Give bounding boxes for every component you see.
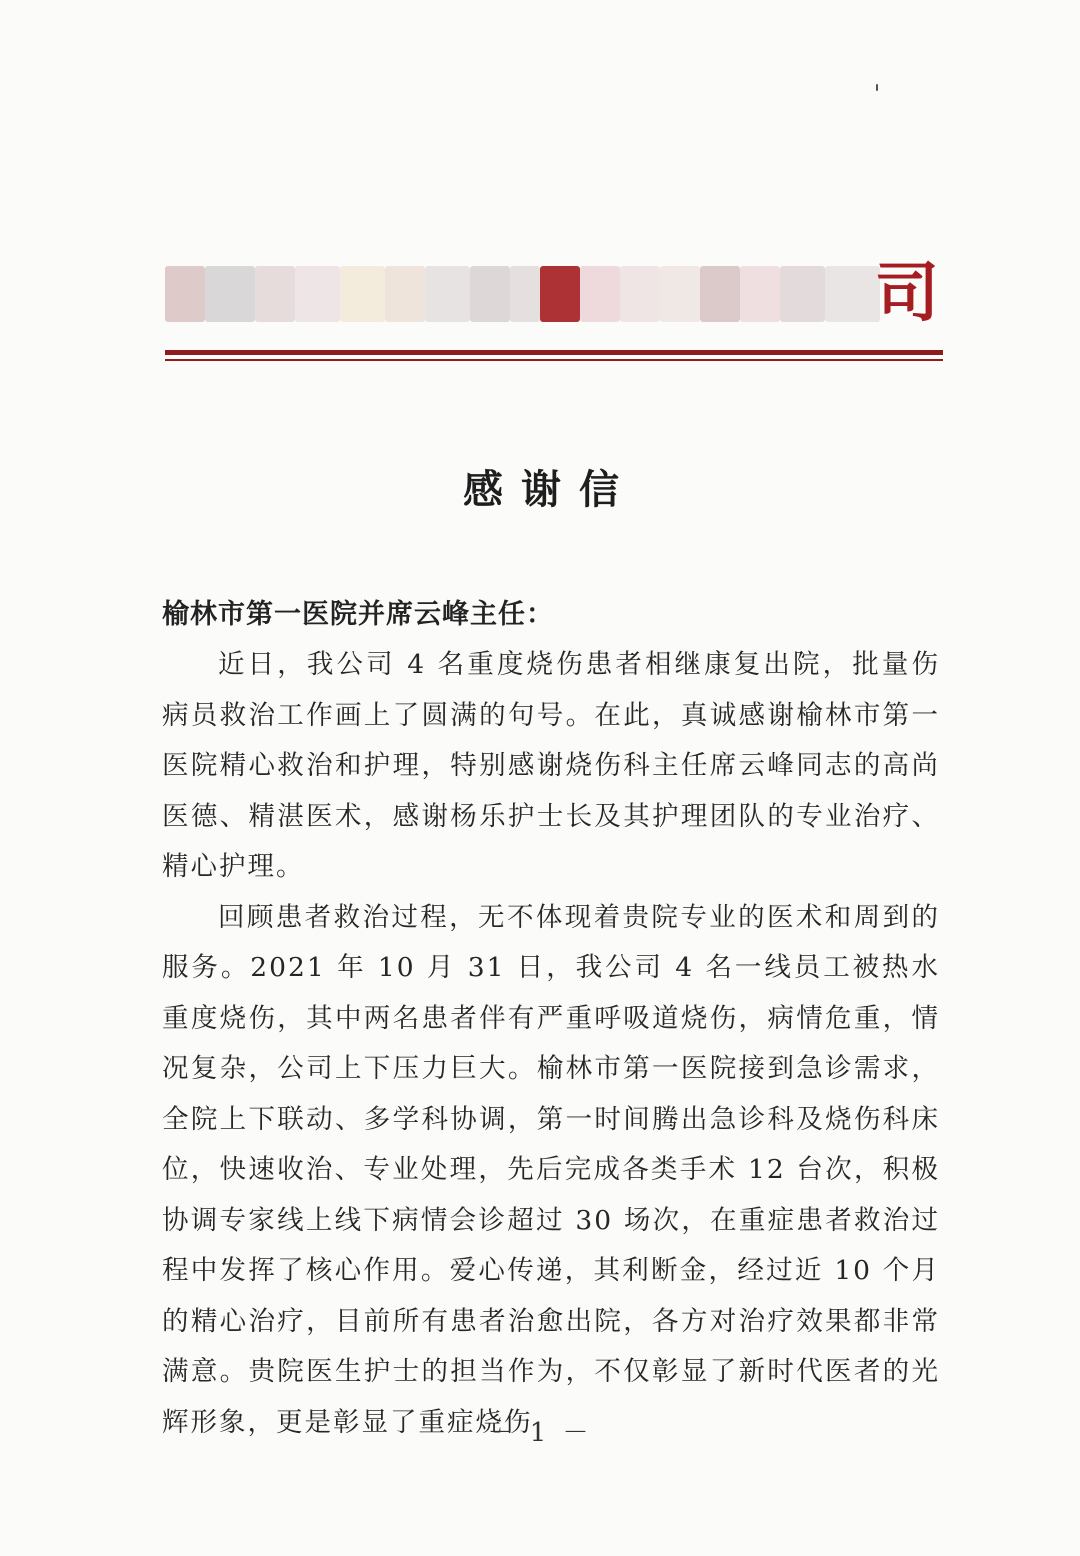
redaction-block xyxy=(540,266,580,322)
redaction-block xyxy=(425,266,470,322)
redaction-block xyxy=(825,266,880,322)
letterhead-char: 司 xyxy=(875,256,939,331)
redaction-block xyxy=(510,266,540,322)
document-title: 感谢信 xyxy=(463,466,637,513)
redaction-block xyxy=(660,266,700,322)
redaction-block xyxy=(780,266,825,322)
redaction-block xyxy=(165,266,205,322)
page-number: － 1 － xyxy=(487,1418,593,1448)
redaction-block xyxy=(385,266,425,322)
letterhead-company-name xyxy=(165,258,945,330)
paragraph: 回顾患者救治过程，无不体现着贵院专业的医术和周到的服务。2021 年 10 月 31 日，我公司 4 名一线员工被热水重度烧伤，其中两名患者伴有严重呼吸道烧伤，病情危重，情况复杂，公司上下压力巨大。榆林市第一医院接到急诊需求，全院上下联动、多学科协调，第一时间腾出急诊科及烧伤科床位，快速收治、专业处理，先后完成各类手术 12 台次，积极协调专家线上线下病情会诊超过 30 场次，在重症患者救治过程中发挥了核心作用。爱心传递，其利断金，经过近 10 个月的精心治疗，目前所有患者治愈出院，各方对治疗效果都非常满意。贵院医生护士的担当作为，不仅彰显了新时代医者的光辉形象，更是彰显了重症烧伤 xyxy=(162,901,940,1438)
redaction-block xyxy=(620,266,660,322)
redaction-block xyxy=(205,266,255,322)
redaction-block xyxy=(700,266,740,322)
salutation: 榆林市第一医院并席云峰主任： xyxy=(162,599,554,630)
redaction-block xyxy=(580,266,620,322)
redaction-block xyxy=(255,266,295,322)
redaction-block xyxy=(740,266,780,322)
redaction-block xyxy=(340,266,385,322)
paragraph: 近日，我公司 4 名重度烧伤患者相继康复出院，批量伤病员救治工作画上了圆满的句号。在此，真诚感谢榆林市第一医院精心救治和护理，特别感谢烧伤科主任席云峰同志的高尚医德、精湛医术，感谢杨乐护士长及其护理团队的专业治疗、精心护理。 xyxy=(162,649,940,882)
letterhead-rule-thin xyxy=(165,359,943,361)
scan-speck xyxy=(876,84,878,91)
redaction-block xyxy=(295,266,340,322)
letterhead-rule-thick xyxy=(165,350,943,355)
letter-body xyxy=(162,640,940,1448)
redaction-block xyxy=(470,266,510,322)
